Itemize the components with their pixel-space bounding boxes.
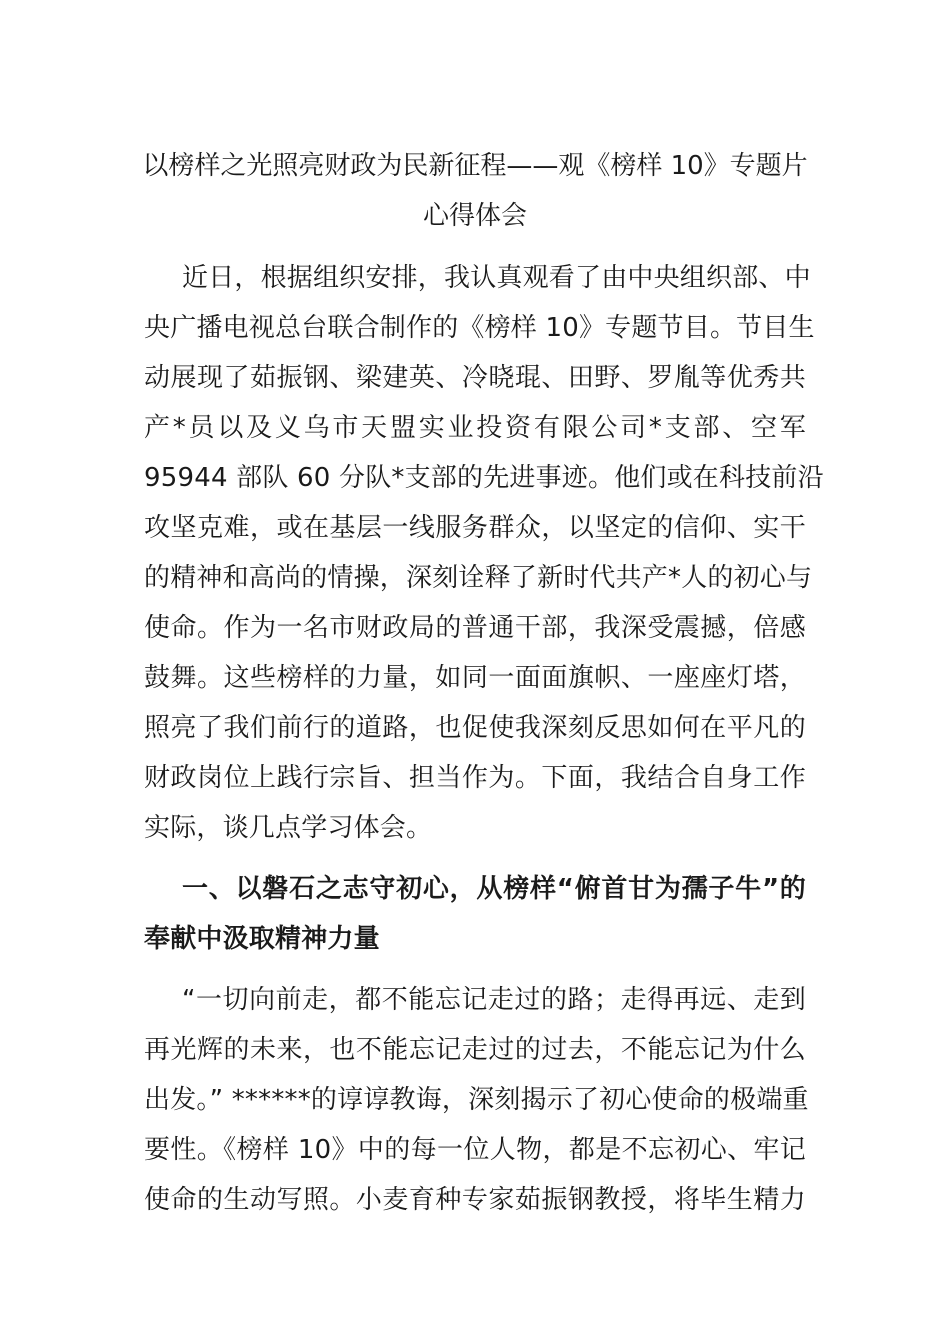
paragraph-line: 出发。” ******的谆谆教诲，深刻揭示了初心使命的极端重	[144, 1085, 809, 1115]
heading-line: 奉献中汲取精神力量	[144, 924, 380, 954]
paragraph-line: 财政岗位上践行宗旨、担当作为。下面，我结合自身工作	[144, 763, 806, 793]
heading-line: 一、以磐石之志守初心，从榜样“俯首甘为孺子牛”的	[182, 874, 806, 904]
paragraph-line: 动展现了茹振钢、梁建英、冷晓琨、田野、罗胤等优秀共	[144, 363, 806, 393]
paragraph-line: 实际，谈几点学习体会。	[144, 813, 433, 843]
paragraph-line: 的精神和高尚的情操，深刻诠释了新时代共产*人的初心与	[144, 563, 813, 593]
paragraph-line: 产*员以及义乌市天盟实业投资有限公司*支部、空军	[144, 413, 806, 443]
paragraph-line: “一切向前走，都不能忘记走过的路；走得再远、走到	[182, 985, 806, 1015]
paragraph-line: 使命的生动写照。小麦育种专家茹振钢教授，将毕生精力	[144, 1185, 806, 1215]
document-title-line-2: 心得体会	[422, 201, 527, 231]
paragraph-line: 照亮了我们前行的道路，也促使我深刻反思如何在平凡的	[144, 713, 806, 743]
paragraph-line: 鼓舞。这些榜样的力量，如同一面面旗帜、一座座灯塔，	[144, 663, 806, 693]
paragraph-line: 再光辉的未来，也不能忘记走过的过去，不能忘记为什么	[144, 1035, 806, 1065]
paragraph-line: 央广播电视总台联合制作的《榜样 10》专题节目。节目生	[144, 313, 815, 343]
paragraph-line: 攻坚克难，或在基层一线服务群众，以坚定的信仰、实干	[144, 513, 806, 543]
paragraph-line: 使命。作为一名市财政局的普通干部，我深受震撼，倍感	[144, 613, 806, 643]
paragraph-line: 近日，根据组织安排，我认真观看了由中央组织部、中	[182, 263, 811, 293]
document-title-line-1: 以榜样之光照亮财政为民新征程——观《榜样 10》专题片	[142, 151, 808, 181]
paragraph-line: 要性。《榜样 10》中的每一位人物，都是不忘初心、牢记	[144, 1135, 806, 1165]
paragraph-line: 95944 部队 60 分队*支部的先进事迹。他们或在科技前沿	[144, 463, 824, 493]
